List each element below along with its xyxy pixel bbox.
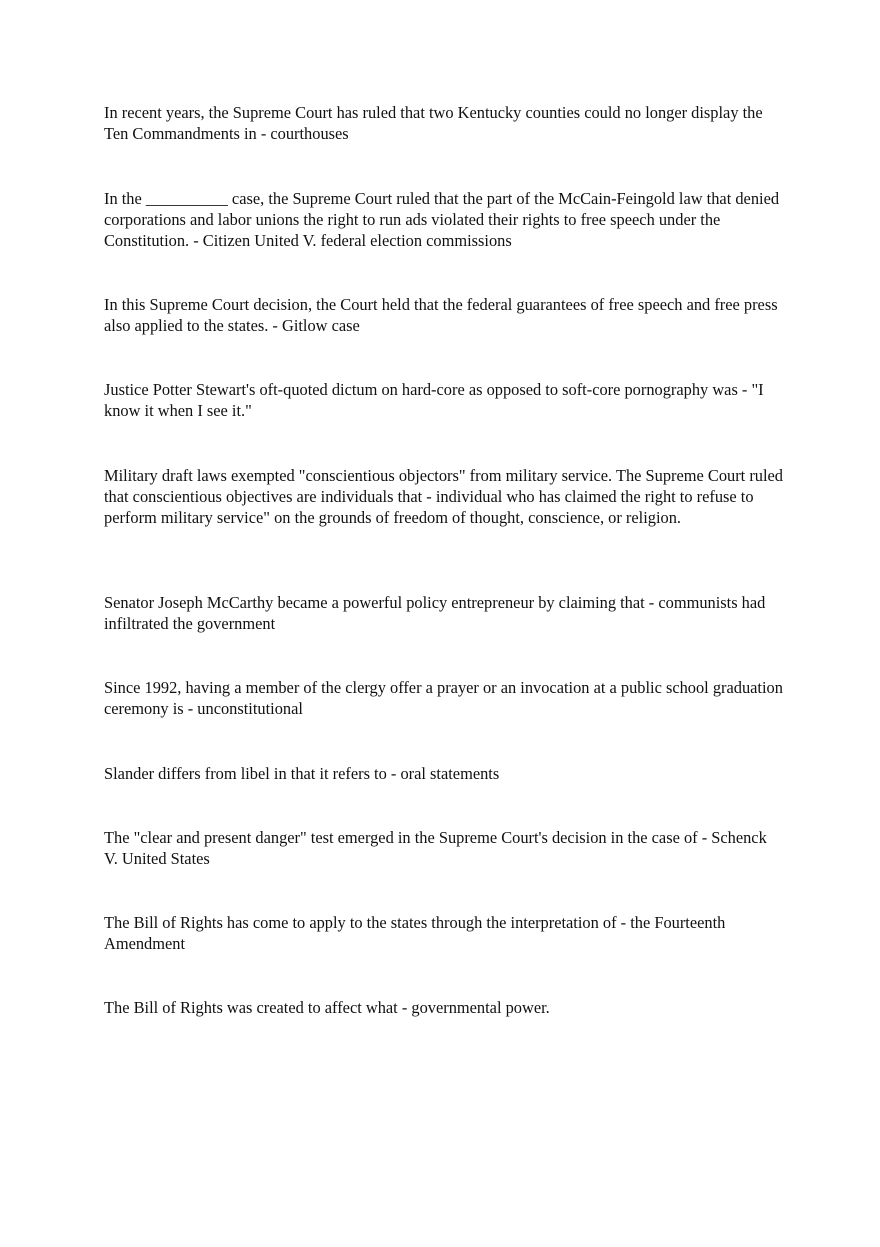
qa-entry-slander-libel: Slander differs from libel in that it refers to - oral statements	[104, 764, 500, 783]
qa-entry-fourteenth-amendment: The Bill of Rights has come to apply to the states through the interpretation of - the Fourteenth Amendment	[104, 913, 726, 953]
qa-entry-bill-of-rights-purpose: The Bill of Rights was created to affect what - governmental power.	[104, 998, 550, 1017]
qa-entry-clear-present-danger: The "clear and present danger" test emerged in the Supreme Court's decision in the case of - Schenck V. United States	[104, 828, 767, 868]
qa-entry-citizens-united: In the __________ case, the Supreme Court ruled that the part of the McCain-Feingold law that denied corporations and labor unions the right to run ads violated their rights to free speech under the Constitution. - Citizen United V. federal election commissions	[104, 189, 780, 250]
qa-entry-potter-stewart: Justice Potter Stewart's oft-quoted dictum on hard-core as opposed to soft-core pornography was - "I know it when I see it."	[104, 380, 764, 420]
qa-entry-school-prayer: Since 1992, having a member of the clergy offer a prayer or an invocation at a public school graduation ceremony is - unconstitutional	[104, 678, 783, 718]
qa-entry-mccarthy: Senator Joseph McCarthy became a powerful policy entrepreneur by claiming that - communists had infiltrated the government	[104, 593, 766, 633]
qa-entry-gitlow: In this Supreme Court decision, the Court held that the federal guarantees of free speech and free press also applied to the states. - Gitlow case	[104, 295, 778, 335]
qa-entry-kentucky-commandments: In recent years, the Supreme Court has ruled that two Kentucky counties could no longer display the Ten Commandments in - courthouses	[104, 103, 763, 143]
qa-entry-conscientious-objectors: Military draft laws exempted "conscientious objectors" from military service. The Supreme Court ruled that conscientious objectives are individuals that - individual who has claimed the right to refuse to perform military service" on the grounds of freedom of thought, conscience, or religion.	[104, 466, 783, 527]
